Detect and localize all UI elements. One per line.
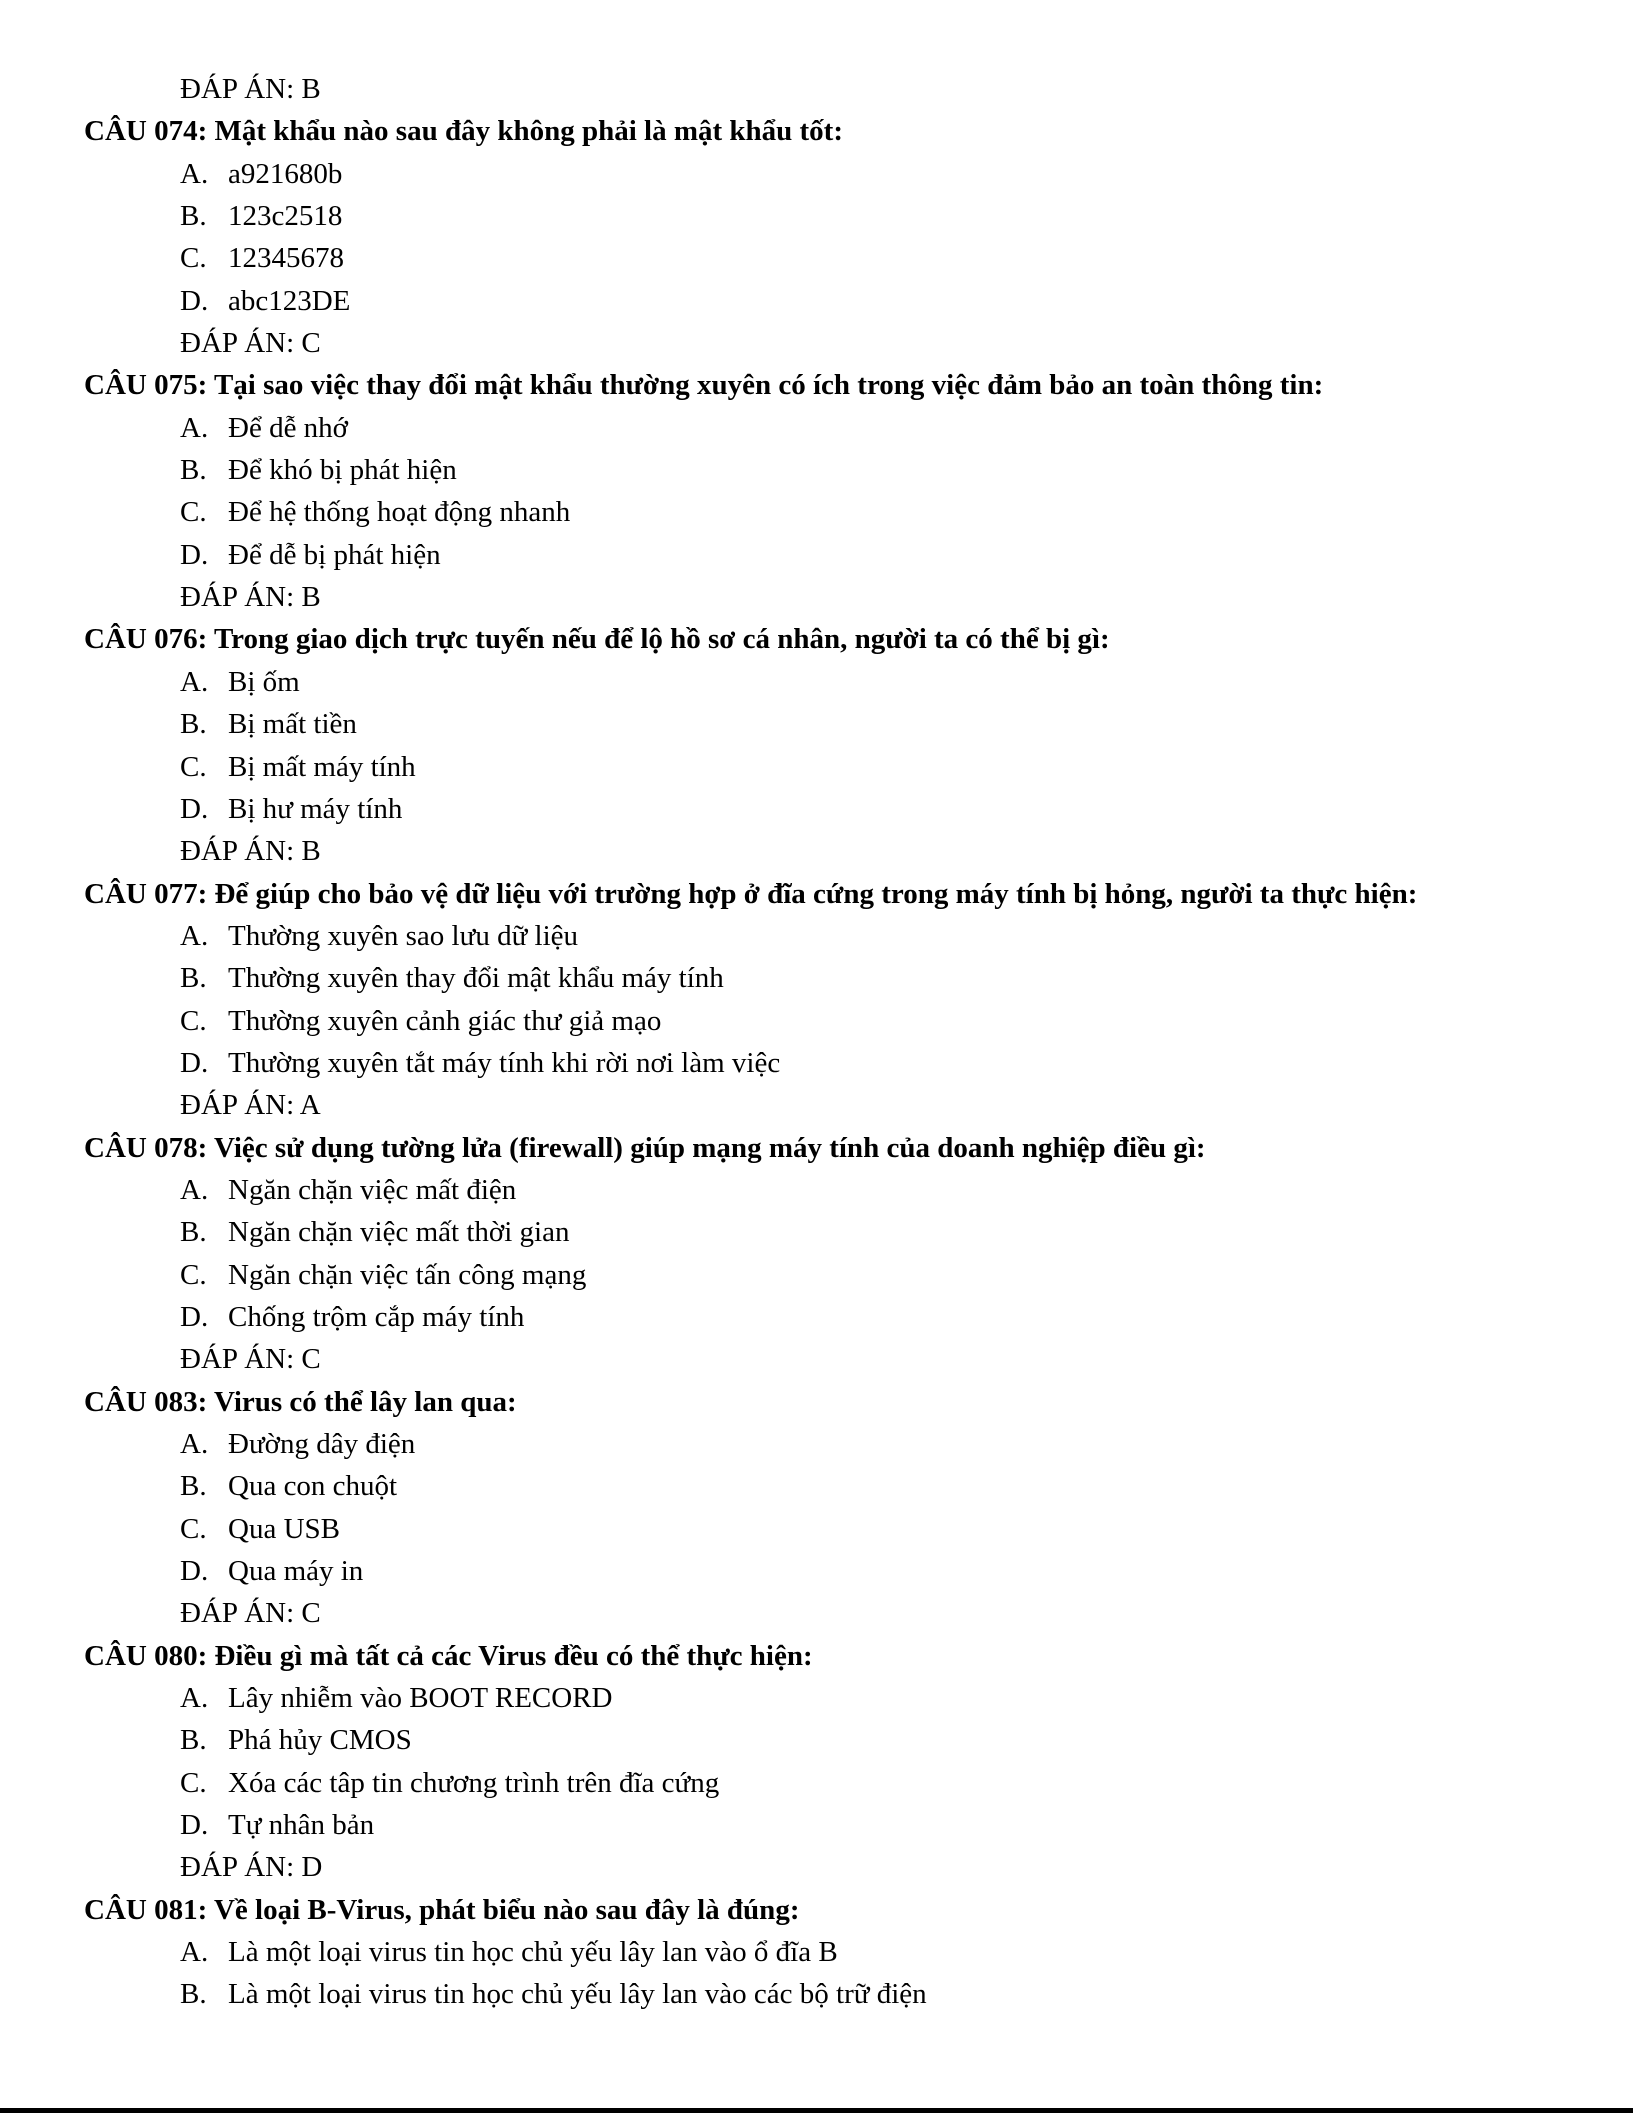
- option-letter: A.: [180, 411, 209, 444]
- answer-option: [0, 1169, 1633, 1211]
- answer-option: [0, 280, 1633, 322]
- answer-line: ĐÁP ÁN: A: [180, 1089, 321, 1122]
- option-letter: C.: [180, 1004, 207, 1037]
- answer-option: [0, 661, 1633, 703]
- answer-option: [0, 703, 1633, 745]
- answer-option: [0, 1508, 1633, 1550]
- option-letter: A.: [180, 1682, 209, 1715]
- answer-option: [0, 1423, 1633, 1465]
- question-prompt: CÂU 083: Virus có thể lây lan qua:: [84, 1385, 517, 1418]
- answer-option: [0, 407, 1633, 449]
- option-letter: A.: [180, 919, 209, 952]
- option-text: Ngăn chặn việc tấn công mạng: [228, 1258, 587, 1291]
- option-text: Bị ốm: [228, 665, 300, 698]
- question-prompt: CÂU 081: Về loại B-Virus, phát biểu nào sau đây là đúng:: [84, 1893, 800, 1926]
- answer-option: [0, 237, 1633, 279]
- option-letter: B.: [180, 454, 207, 487]
- question-prompt: CÂU 078: Việc sử dụng tường lửa (firewall) giúp mạng máy tính của doanh nghiệp điều gì:: [84, 1131, 1206, 1164]
- option-letter: D.: [180, 284, 209, 317]
- option-text: Ngăn chặn việc mất điện: [228, 1173, 517, 1206]
- option-letter: D.: [180, 1809, 209, 1842]
- answer-option: [0, 915, 1633, 957]
- option-letter: B.: [180, 1216, 207, 1249]
- option-letter: B.: [180, 200, 207, 233]
- option-text: Đường dây điện: [228, 1428, 416, 1460]
- option-text: Là một loại virus tin học chủ yếu lây lan vào ổ đĩa B: [228, 1936, 838, 1969]
- answer-option: [0, 1973, 1633, 2015]
- answer-option: [0, 1762, 1633, 1804]
- option-text: Bị mất tiền: [228, 708, 357, 741]
- option-text: 123c2518: [228, 200, 343, 233]
- option-text: Để khó bị phát hiện: [228, 454, 457, 487]
- answer-option: [0, 788, 1633, 830]
- option-text: Phá hủy CMOS: [228, 1724, 412, 1757]
- option-text: Thường xuyên tắt máy tính khi rời nơi làm việc: [228, 1046, 781, 1079]
- answer-option: [0, 957, 1633, 999]
- option-letter: D.: [180, 1555, 209, 1588]
- option-text: abc123DE: [228, 284, 351, 317]
- option-letter: B.: [180, 1724, 207, 1757]
- option-letter: D.: [180, 1046, 209, 1079]
- answer-option: [0, 491, 1633, 533]
- option-text: Để dễ nhớ: [228, 411, 349, 444]
- answer-option: [0, 746, 1633, 788]
- answer-line: ĐÁP ÁN: C: [180, 327, 321, 360]
- answer-line: ĐÁP ÁN: C: [180, 1597, 321, 1630]
- option-text: Là một loại virus tin học chủ yếu lây lan vào các bộ trữ điện: [228, 1978, 927, 2011]
- option-letter: A.: [180, 665, 209, 698]
- question-list: [0, 68, 1633, 2016]
- answer-option: [0, 1719, 1633, 1761]
- option-letter: A.: [180, 1936, 209, 1969]
- option-text: Thường xuyên thay đổi mật khẩu máy tính: [228, 962, 724, 995]
- option-text: Qua máy in: [228, 1555, 364, 1588]
- answer-option: [0, 1000, 1633, 1042]
- question-prompt: CÂU 074: Mật khẩu nào sau đây không phải là mật khẩu tốt:: [84, 115, 843, 148]
- answer-option: [0, 1677, 1633, 1719]
- option-letter: B.: [180, 708, 207, 741]
- answer-line: ĐÁP ÁN: B: [180, 835, 321, 868]
- answer-line: ĐÁP ÁN: C: [180, 1343, 321, 1376]
- answer-option: [0, 1296, 1633, 1338]
- option-text: Bị hư máy tính: [228, 792, 403, 825]
- option-text: Chống trộm cắp máy tính: [228, 1300, 525, 1333]
- option-letter: C.: [180, 242, 207, 275]
- page-bottom-border: [0, 2108, 1633, 2113]
- option-text: Xóa các tâp tin chương trình trên đĩa cứng: [228, 1766, 720, 1799]
- option-letter: B.: [180, 1470, 207, 1503]
- question-prompt: CÂU 075: Tại sao việc thay đổi mật khẩu thường xuyên có ích trong việc đảm bảo an toàn thông tin:: [84, 369, 1324, 402]
- option-letter: C.: [180, 1258, 207, 1291]
- answer-line: ĐÁP ÁN: D: [180, 1851, 323, 1884]
- option-letter: D.: [180, 792, 209, 825]
- option-letter: C.: [180, 1766, 207, 1799]
- answer-option: [0, 449, 1633, 491]
- answer-option: [0, 1804, 1633, 1846]
- option-text: Qua con chuột: [228, 1470, 398, 1503]
- option-text: a921680b: [228, 157, 343, 190]
- answer-line: ĐÁP ÁN: B: [180, 581, 321, 614]
- answer-option: [0, 1254, 1633, 1296]
- answer-option: [0, 195, 1633, 237]
- option-text: Thường xuyên cảnh giác thư giả mạo: [228, 1004, 662, 1037]
- option-text: Qua USB: [228, 1512, 340, 1545]
- option-text: Để hệ thống hoạt động nhanh: [228, 496, 571, 529]
- option-text: Ngăn chặn việc mất thời gian: [228, 1216, 570, 1249]
- question-prompt: CÂU 077: Để giúp cho bảo vệ dữ liệu với trường hợp ở đĩa cứng trong máy tính bị hỏng, người ta thực hiện:: [84, 877, 1418, 910]
- answer-line: ĐÁP ÁN: B: [180, 73, 321, 105]
- option-text: Để dễ bị phát hiện: [228, 538, 441, 571]
- answer-option: [0, 1550, 1633, 1592]
- option-letter: D.: [180, 1300, 209, 1333]
- question-prompt: CÂU 076: Trong giao dịch trực tuyến nếu để lộ hồ sơ cá nhân, người ta có thể bị gì:: [84, 623, 1110, 656]
- answer-option: [0, 1931, 1633, 1973]
- option-letter: B.: [180, 962, 207, 995]
- answer-option: [0, 153, 1633, 195]
- option-text: Tự nhân bản: [228, 1809, 375, 1842]
- question-prompt: CÂU 080: Điều gì mà tất cả các Virus đều có thể thực hiện:: [84, 1639, 813, 1672]
- option-text: Bị mất máy tính: [228, 750, 416, 783]
- answer-option: [0, 1465, 1633, 1507]
- answer-option: [0, 534, 1633, 576]
- option-letter: B.: [180, 1978, 207, 2011]
- option-letter: C.: [180, 496, 207, 529]
- option-text: 12345678: [228, 242, 344, 275]
- option-text: Lây nhiễm vào BOOT RECORD: [228, 1682, 613, 1715]
- option-text: Thường xuyên sao lưu dữ liệu: [228, 919, 579, 952]
- answer-option: [0, 1211, 1633, 1253]
- option-letter: A.: [180, 157, 209, 190]
- option-letter: A.: [180, 1428, 209, 1460]
- answer-option: [0, 1042, 1633, 1084]
- option-letter: D.: [180, 538, 209, 571]
- option-letter: A.: [180, 1173, 209, 1206]
- option-letter: C.: [180, 1512, 207, 1545]
- option-letter: C.: [180, 750, 207, 783]
